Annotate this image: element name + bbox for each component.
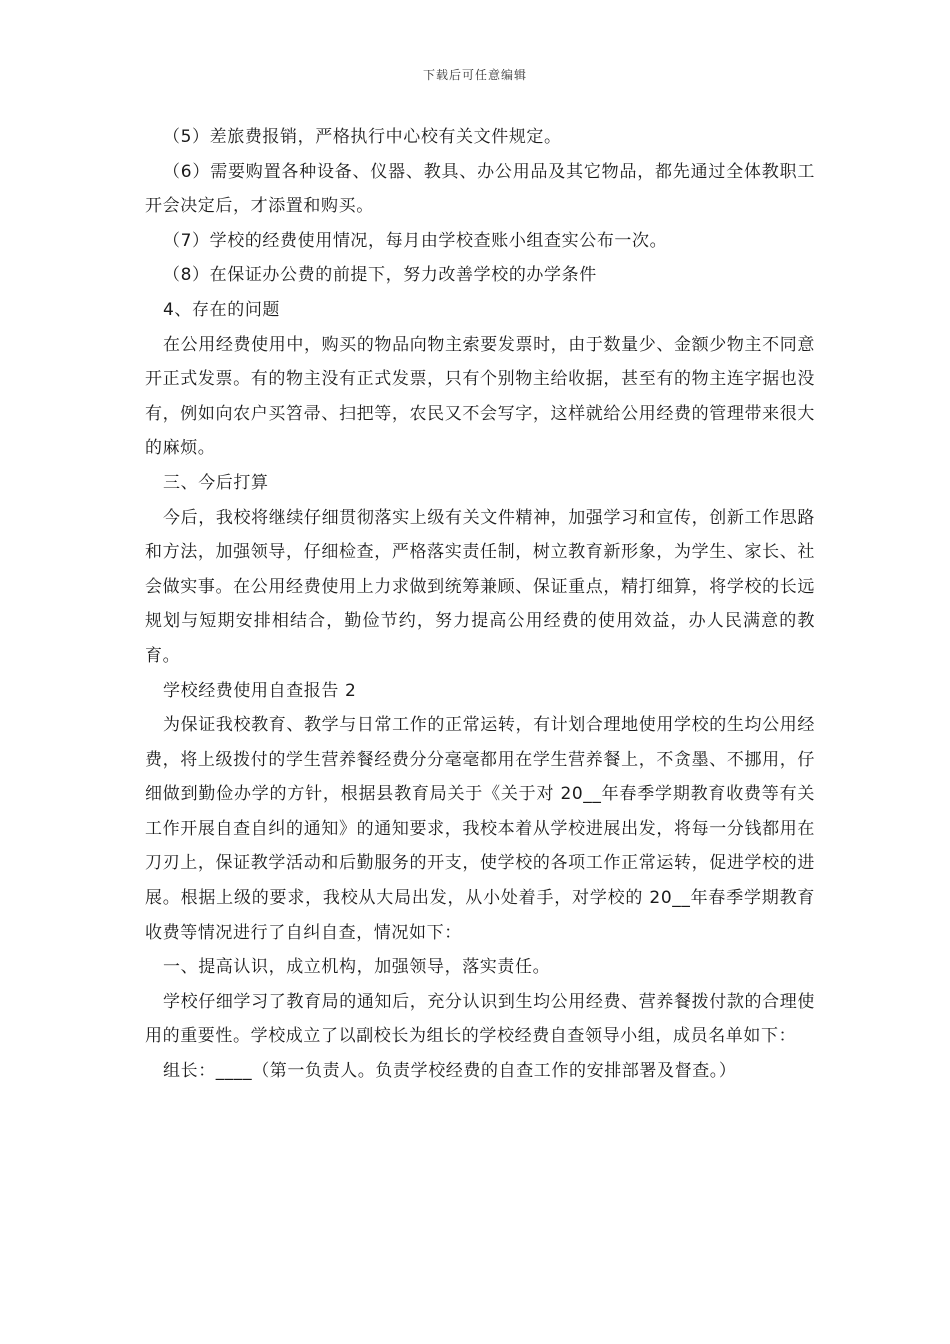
paragraph-monthly-audit: （7）学校的经费使用情况，每月由学校查账小组查实公布一次。 [163, 230, 668, 251]
page-header: 下载后可任意编辑 [422, 68, 527, 82]
paragraph-improve-conditions: （8）在保证办公费的前提下，努力改善学校的办学条件 [163, 265, 597, 286]
heading-report-2: 学校经费使用自查报告 2 [163, 680, 357, 701]
paragraph-travel-expense: （5）差旅费报销，严格执行中心校有关文件规定。 [163, 127, 562, 147]
paragraph-future-plans: 今后，我校将继续仔细贯彻落实上级有关文件精神，加强学习和宣传，创新工作思路和方法，加强领导，仔细检查，严格落实责任制，树立教育新形象，为学生、家长、社会做实事。在公用经费使用上力求做到统筹兼顾、保证重点，精打细算，将学校的长远规划与短期安排相结合，勤俭节约，努力提高公用经费的使用效益，办人民满意的教育。 [145, 507, 815, 666]
paragraph-group-leader: 组长：____（第一负责人。负责学校经费的自查工作的安排部署及督查。） [163, 1061, 737, 1082]
paragraph-invoice-problem: 在公用经费使用中，购买的物品向物主索要发票时，由于数量少、金额少物主不同意开正式发票。有的物主没有正式发票，只有个别物主给收据，甚至有的物主连字据也没有，例如向农户买笤帚、扫把等，农民又不会写字，这样就给公用经费的管理带来很大的麻烦。 [145, 334, 815, 459]
paragraph-leading-group: 学校仔细学习了教育局的通知后，充分认识到生均公用经费、营养餐拨付款的合理使用的重要性。学校成立了以副校长为组长的学校经费自查领导小组，成员名单如下： [145, 991, 815, 1047]
document-body [145, 120, 815, 1089]
paragraph-purchase-equipment: （6）需要购置各种设备、仪器、教具、办公用品及其它物品，都先通过全体教职工开会决定后，才添置和购买。 [145, 161, 815, 217]
heading-raise-awareness: 一、提高认识，成立机构，加强领导，落实责任。 [163, 957, 551, 978]
heading-future-plans: 三、今后打算 [163, 472, 269, 493]
paragraph-report-intro: 为保证我校教育、教学与日常工作的正常运转，有计划合理地使用学校的生均公用经费，将上级拨付的学生营养餐经费分分毫毫都用在学生营养餐上，不贪墨、不挪用，仔细做到勤俭办学的方针，根据县教育局关于《关于对 20__年春季学期教育收费等有关工作开展自查自纠的通知》的通知要求，我校本着从学校进展出发，将每一分钱都用在刀刃上，保证教学活动和后勤服务的开支，使学校的各项工作正常运转，促进学校的进展。根据上级的要求，我校从大局出发，从小处着手，对学校的 20__年春季学期教育收费等情况进行了自纠自查，情况如下： [145, 715, 815, 943]
heading-existing-problems: 4、存在的问题 [163, 299, 281, 320]
